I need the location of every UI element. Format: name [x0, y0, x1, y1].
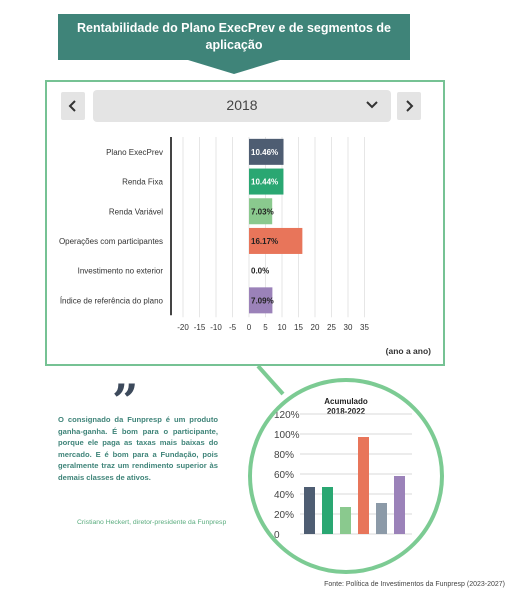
x-tick-label: 35: [360, 323, 369, 333]
source-note: Fonte: Política de Investimentos da Funpresp (2023-2027): [324, 581, 505, 588]
category-label: Operações com participantes: [58, 236, 163, 246]
header-title-line1: Rentabilidade do Plano ExecPrev e de segmentos de: [77, 21, 391, 35]
category-label: Renda Variável: [108, 207, 163, 217]
bar-value-label: 10.46%: [251, 147, 279, 157]
x-tick-label: -5: [228, 323, 237, 333]
annual-returns-bar-chart: [47, 82, 443, 364]
x-tick-label: -20: [177, 323, 189, 333]
y-tick-label: 40%: [274, 490, 295, 501]
y-tick-label: 80%: [274, 450, 295, 461]
x-tick-label: 15: [294, 323, 303, 333]
bar-value-label: 16.17%: [251, 236, 279, 246]
category-label: Investimento no exterior: [77, 266, 163, 276]
annual-returns-panel: [45, 80, 445, 366]
accumulated-bar: [394, 476, 405, 534]
header-title-line2: aplicação: [205, 38, 263, 52]
chart-unit-label: (ano a ano): [385, 346, 431, 356]
accumulated-returns-chart: [252, 382, 440, 570]
quote-mark-icon: ”: [112, 374, 139, 428]
category-label: Índice de referência do plano: [59, 296, 163, 306]
quote-text: O consignado da Funpresp é um produto ganha-ganha. É bom para o participante, porque ele paga as taxas mais baixas do mercado. E é bom para a Fundação, pois geralmente traz um rendimento superior às demais classes de ativos.: [58, 415, 218, 482]
category-label: Plano ExecPrev: [106, 147, 163, 157]
accumulated-returns-circle: [248, 378, 444, 574]
y-tick-label: 100%: [274, 430, 300, 441]
accumulated-title-line1: Acumulado: [324, 397, 368, 406]
x-tick-label: 10: [277, 323, 287, 333]
category-label: Renda Fixa: [122, 177, 163, 187]
x-tick-label: 30: [343, 323, 353, 333]
x-tick-label: -15: [193, 323, 206, 333]
y-tick-label: 20%: [274, 510, 295, 521]
x-tick-label: 25: [327, 323, 336, 333]
x-tick-label: -10: [210, 323, 222, 333]
bar-value-label: 10.44%: [251, 177, 279, 187]
quote-author: Cristiano Heckert, diretor-presidente da Funpresp: [77, 519, 227, 526]
y-tick-label: 120%: [274, 410, 300, 421]
y-tick-label: 0: [274, 530, 280, 541]
bar-value-label: 0.0%: [251, 266, 270, 276]
accumulated-title-line2: 2018-2022: [326, 407, 366, 416]
accumulated-bar: [358, 437, 369, 534]
accumulated-bar: [322, 487, 333, 534]
accumulated-bar: [304, 487, 315, 534]
x-tick-label: 0: [246, 323, 252, 333]
y-tick-label: 60%: [274, 470, 295, 481]
accumulated-bar: [340, 507, 351, 534]
year-select-value: 2018: [226, 97, 258, 113]
bar-value-label: 7.09%: [251, 296, 274, 306]
accumulated-bar: [376, 503, 387, 534]
bar-value-label: 7.03%: [251, 207, 274, 217]
x-tick-label: 20: [310, 323, 320, 333]
x-tick-label: 5: [263, 323, 268, 333]
